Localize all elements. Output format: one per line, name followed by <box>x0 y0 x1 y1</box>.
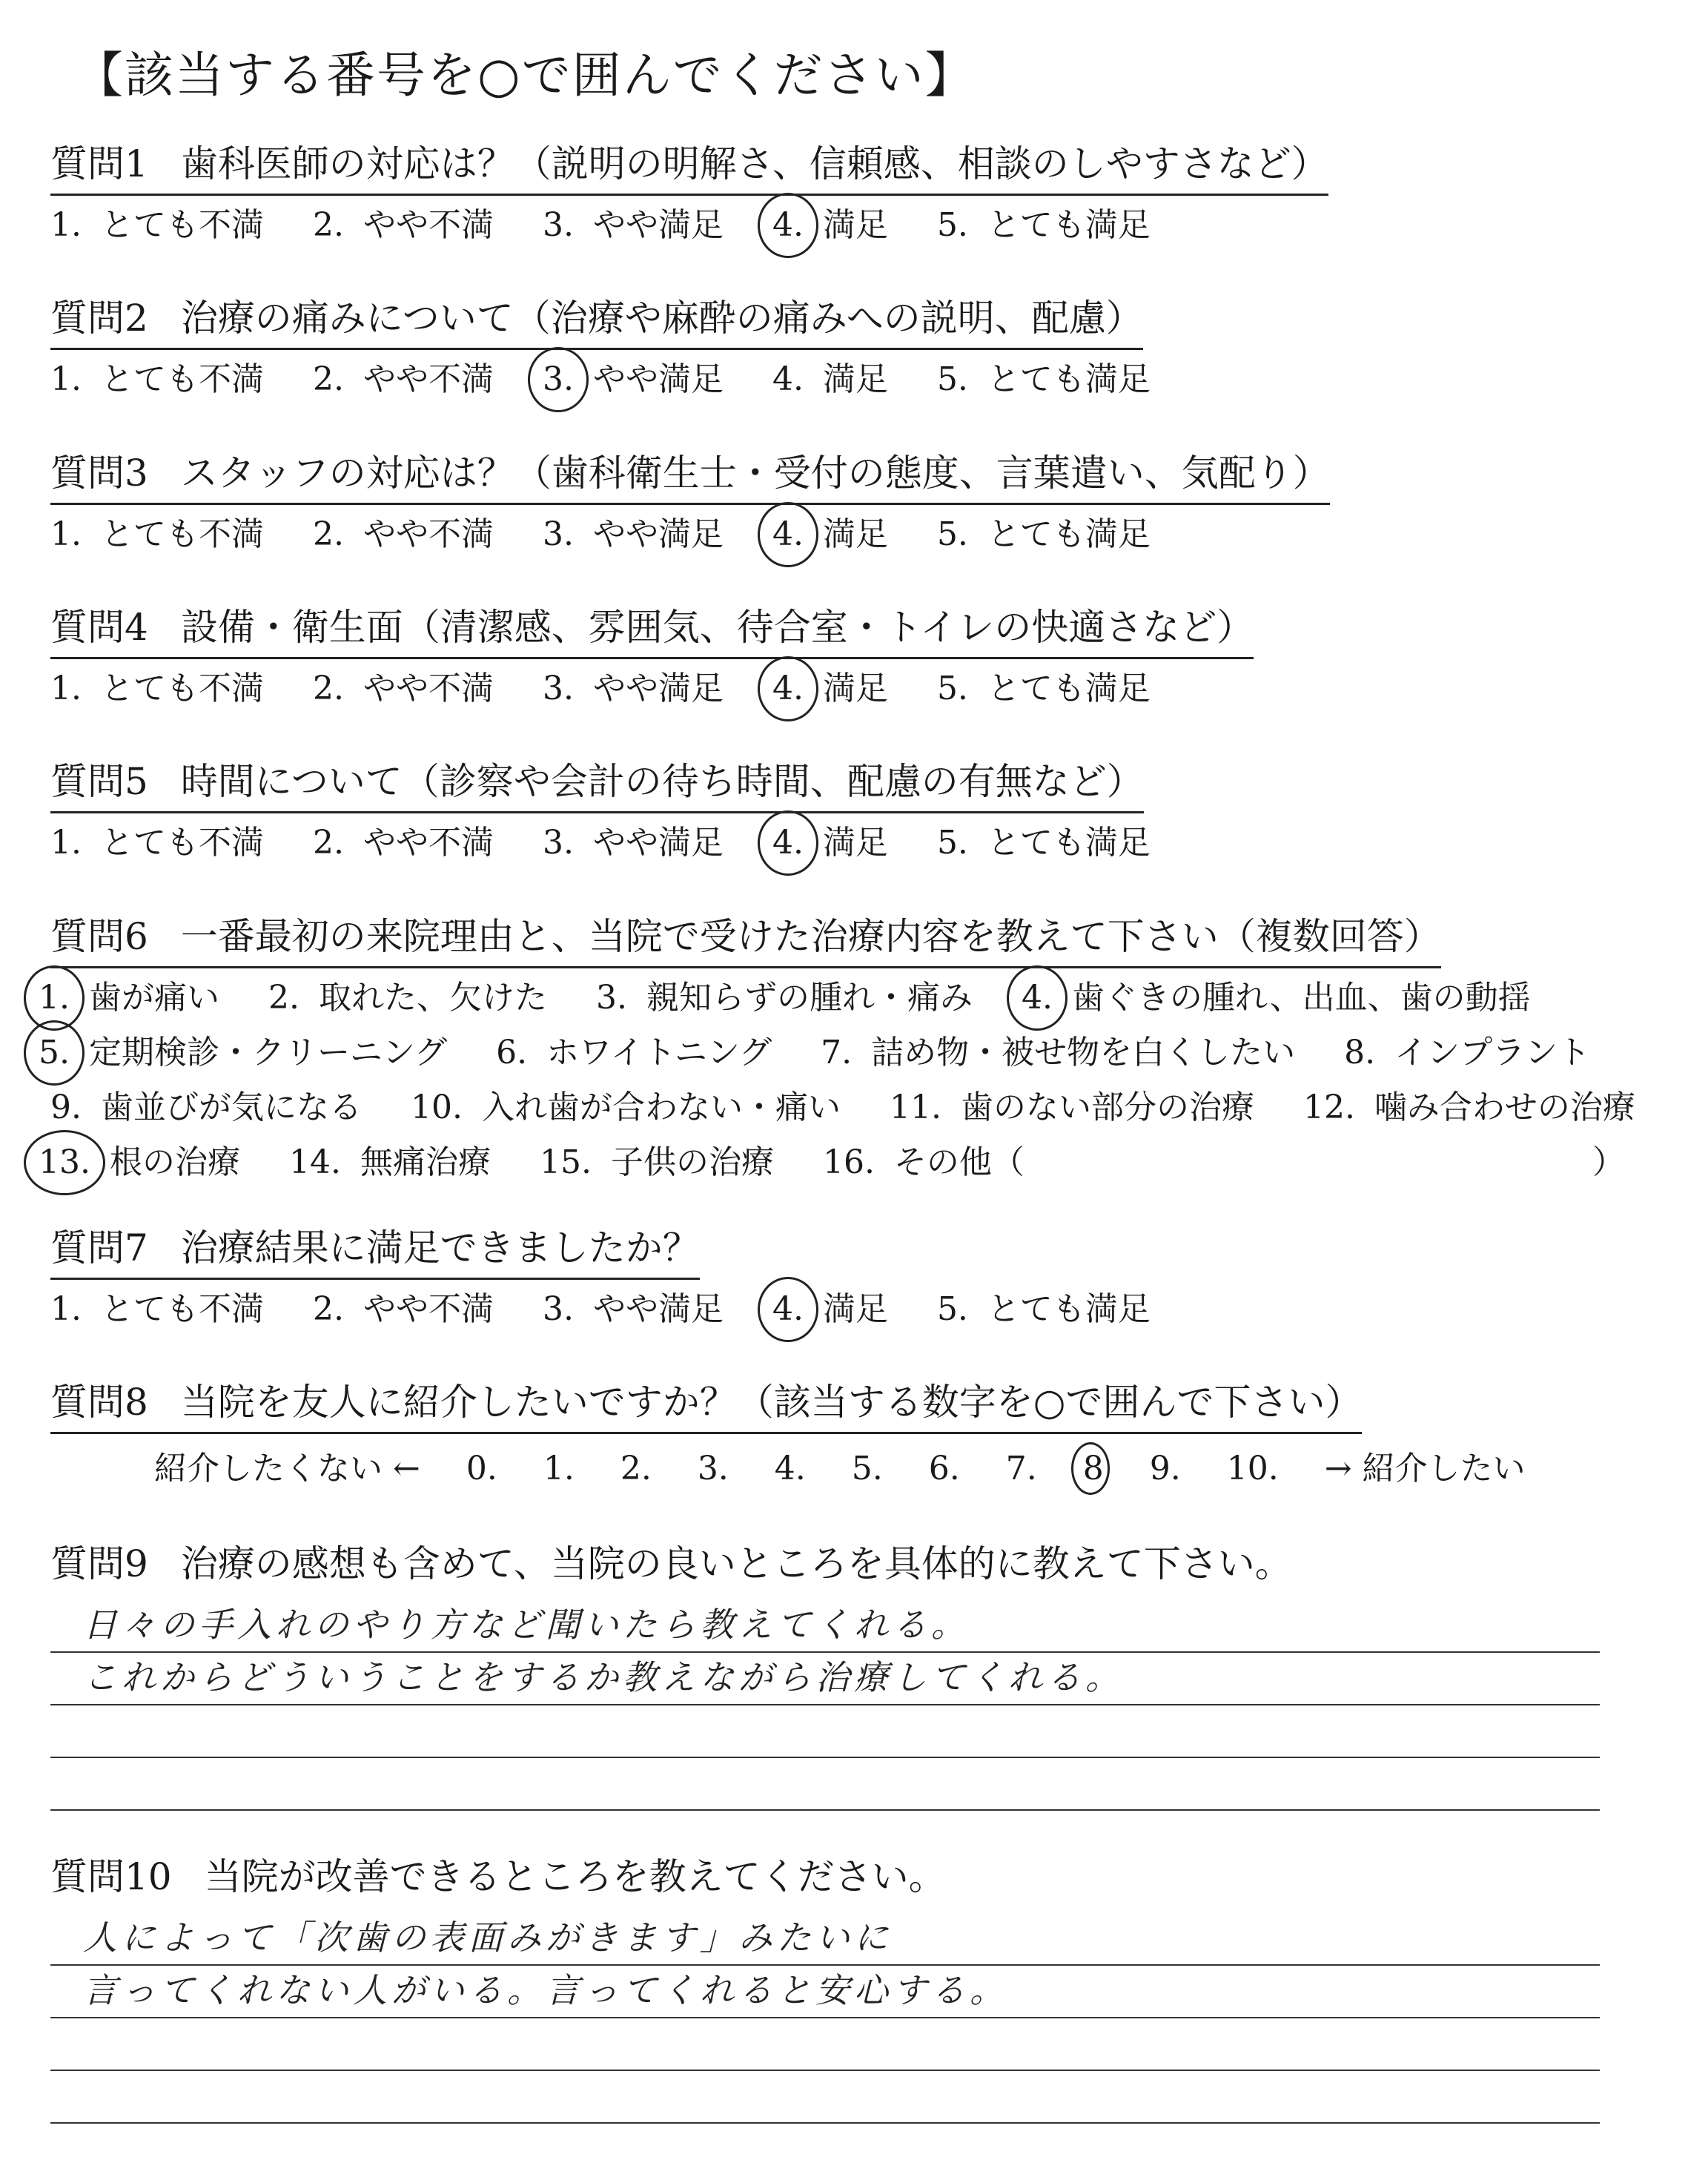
q4-option-1[interactable]: 1. とても不満 <box>50 669 264 707</box>
q10-handwritten-answer-2: 言ってくれない人がいる。言ってくれると安心する。 <box>83 1970 1008 2010</box>
q6-option-9[interactable]: 9. 歯並びが気になる <box>50 1088 362 1126</box>
question-2-options <box>50 354 1189 405</box>
question-6-options-row-2 <box>39 1028 1674 1078</box>
question-8-text: 当院を友人に紹介したいですか？（該当する数字を○で囲んで下さい） <box>180 1381 1363 1424</box>
q6-option-15[interactable]: 15. 子供の治療 <box>539 1143 774 1182</box>
question-10-text: 当院が改善できるところを教えてください。 <box>204 1855 946 1898</box>
q2-option-2[interactable]: 2. やや不満 <box>312 360 494 398</box>
q5-option-3[interactable]: 3. やや満足 <box>542 823 724 862</box>
q8-score-3[interactable]: 3. <box>697 1449 729 1487</box>
question-2-number: 質問2 <box>50 297 148 340</box>
question-9 <box>50 1541 1292 1593</box>
answer-line <box>50 2071 1600 2124</box>
answer-line <box>50 1653 1600 1705</box>
q3-option-1[interactable]: 1. とても不満 <box>50 515 264 553</box>
q5-option-1[interactable]: 1. とても不満 <box>50 823 264 862</box>
q3-option-5[interactable]: 5. とても満足 <box>936 515 1151 553</box>
q6-option-14[interactable]: 14. 無痛治療 <box>288 1143 491 1182</box>
question-1-text: 歯科医師の対応は？（説明の明解さ、信頼感、相談のしやすさなど） <box>180 142 1328 185</box>
question-4-heading <box>50 604 1254 659</box>
q2-option-3-circled[interactable]: 3. やや満足 <box>543 354 724 405</box>
q1-option-4-circled[interactable]: 4. 満足 <box>772 200 888 251</box>
question-6-options-row-3 <box>50 1083 1674 1133</box>
q2-option-1[interactable]: 1. とても不満 <box>50 360 264 398</box>
q1-option-3[interactable]: 3. やや満足 <box>542 205 724 244</box>
q6-option-8[interactable]: 8. インプラント <box>1344 1033 1591 1071</box>
q3-option-2[interactable]: 2. やや不満 <box>312 515 494 553</box>
q6-option-12[interactable]: 12. 噛み合わせの治療 <box>1302 1088 1635 1126</box>
question-4-number: 質問4 <box>50 606 148 649</box>
q8-score-0[interactable]: 0. <box>466 1449 497 1487</box>
q8-score-7[interactable]: 7. <box>1005 1449 1037 1487</box>
q8-score-10[interactable]: 10. <box>1226 1449 1279 1487</box>
question-4-text: 設備・衛生面（清潔感、雰囲気、待合室・トイレの快適さなど） <box>180 606 1254 649</box>
question-2 <box>50 295 1189 405</box>
q8-score-5[interactable]: 5. <box>851 1449 883 1487</box>
q3-option-3[interactable]: 3. やや満足 <box>542 515 724 553</box>
q6-option-7[interactable]: 7. 詰め物・被せ物を白くしたい <box>821 1033 1296 1071</box>
q1-option-2[interactable]: 2. やや不満 <box>312 205 494 244</box>
question-9-number: 質問9 <box>50 1542 148 1585</box>
q6-option-3[interactable]: 3. 親知らずの腫れ・痛み <box>595 978 973 1017</box>
question-9-answer-area[interactable] <box>50 1600 1600 1811</box>
question-6 <box>39 914 1674 1188</box>
question-10-heading <box>50 1854 946 1906</box>
question-3 <box>50 450 1330 560</box>
question-3-heading <box>50 450 1330 505</box>
answer-line <box>50 1600 1600 1653</box>
question-6-number: 質問6 <box>50 915 148 958</box>
q7-option-4-circled[interactable]: 4. 満足 <box>772 1284 888 1335</box>
q4-option-5[interactable]: 5. とても満足 <box>936 669 1151 707</box>
question-7-options <box>50 1284 1189 1335</box>
q6-other-close-paren: ） <box>1592 1143 1625 1182</box>
question-1-heading <box>50 141 1328 196</box>
q6-option-10[interactable]: 10. 入れ歯が合わない・痛い <box>410 1088 841 1126</box>
question-5-options <box>50 818 1189 868</box>
q8-score-4[interactable]: 4. <box>774 1449 806 1487</box>
q8-score-8-circled[interactable]: 8 <box>1082 1449 1104 1487</box>
question-5-number: 質問5 <box>50 760 148 803</box>
question-9-text: 治療の感想も含めて、当院の良いところを具体的に教えて下さい。 <box>180 1542 1292 1585</box>
answer-line <box>50 1913 1600 1966</box>
question-3-options <box>50 509 1330 560</box>
question-8-number: 質問8 <box>50 1381 148 1424</box>
question-6-text: 一番最初の来院理由と、当院で受けた治療内容を教えて下さい（複数回答） <box>180 915 1441 958</box>
q8-score-1[interactable]: 1. <box>543 1449 575 1487</box>
q4-option-3[interactable]: 3. やや満足 <box>542 669 724 707</box>
question-6-options-row-4 <box>39 1137 1625 1188</box>
q4-option-2[interactable]: 2. やや不満 <box>312 669 494 707</box>
q7-option-5[interactable]: 5. とても満足 <box>936 1289 1151 1328</box>
q8-score-9[interactable]: 9. <box>1149 1449 1181 1487</box>
question-5-heading <box>50 759 1144 813</box>
q8-high-label: → 紹介したい <box>1324 1449 1526 1487</box>
question-9-heading <box>50 1541 1292 1593</box>
q2-option-4[interactable]: 4. 満足 <box>772 360 888 398</box>
question-6-options-row-1 <box>39 973 1674 1023</box>
question-7 <box>50 1225 1189 1335</box>
q3-option-4-circled[interactable]: 4. 満足 <box>772 509 888 560</box>
question-1 <box>50 141 1328 251</box>
q1-option-1[interactable]: 1. とても不満 <box>50 205 264 244</box>
question-7-text: 治療結果に満足できましたか？ <box>180 1226 700 1269</box>
question-1-options <box>50 200 1328 251</box>
q6-option-5-circled[interactable]: 5. 定期検診・クリーニング <box>39 1028 447 1078</box>
question-4 <box>50 604 1254 714</box>
question-10-number: 質問10 <box>50 1855 172 1898</box>
q6-option-2[interactable]: 2. 取れた、欠けた <box>268 978 547 1017</box>
question-8 <box>50 1379 1561 1489</box>
question-8-heading <box>50 1379 1362 1434</box>
question-10 <box>50 1854 946 1906</box>
q9-handwritten-answer-1: 日々の手入れのやり方など聞いたら教えてくれる。 <box>83 1605 970 1645</box>
q6-option-1-circled[interactable]: 1. 歯が痛い <box>39 973 219 1023</box>
q8-score-6[interactable]: 6. <box>928 1449 960 1487</box>
q6-option-4-circled[interactable]: 4. 歯ぐきの腫れ、出血、歯の動揺 <box>1022 973 1531 1023</box>
question-7-number: 質問7 <box>50 1226 148 1269</box>
question-2-heading <box>50 295 1143 350</box>
question-3-number: 質問3 <box>50 452 148 495</box>
question-5-text: 時間について（診察や会計の待ち時間、配慮の有無など） <box>180 760 1144 803</box>
q6-option-13-circled[interactable]: 13. 根の治療 <box>39 1137 240 1188</box>
question-3-text: スタッフの対応は？（歯科衛生士・受付の態度、言葉遣い、気配り） <box>180 452 1330 495</box>
question-6-heading <box>50 914 1441 968</box>
q7-option-3[interactable]: 3. やや満足 <box>542 1289 724 1328</box>
answer-line <box>50 1758 1600 1811</box>
question-7-heading <box>50 1225 700 1280</box>
question-10-answer-area[interactable] <box>50 1913 1600 2124</box>
q9-handwritten-answer-2: これからどういうことをするか教えながら治療してくれる。 <box>83 1657 1124 1697</box>
q5-option-2[interactable]: 2. やや不満 <box>312 823 494 862</box>
page-title: 【該当する番号を○で囲んでください】 <box>74 47 976 104</box>
q6-option-16-other[interactable]: 16. その他（ <box>822 1143 1025 1182</box>
q6-option-6[interactable]: 6. ホワイトニング <box>496 1033 772 1071</box>
question-5 <box>50 759 1189 868</box>
question-4-options <box>50 664 1254 714</box>
answer-line <box>50 1705 1600 1758</box>
answer-line <box>50 2018 1600 2071</box>
q7-option-2[interactable]: 2. やや不満 <box>312 1289 494 1328</box>
q4-option-4-circled[interactable]: 4. 満足 <box>772 664 888 714</box>
q5-option-4-circled[interactable]: 4. 満足 <box>772 818 888 868</box>
q6-option-11[interactable]: 11. 歯のない部分の治療 <box>889 1088 1254 1126</box>
q8-low-label: 紹介したくない ← <box>154 1449 420 1487</box>
q8-score-2[interactable]: 2. <box>620 1449 652 1487</box>
q10-handwritten-answer-1: 人によって「次歯の表面みがきます」みたいに <box>83 1918 893 1958</box>
question-8-scale <box>50 1441 1561 1489</box>
q5-option-5[interactable]: 5. とても満足 <box>936 823 1151 862</box>
q7-option-1[interactable]: 1. とても不満 <box>50 1289 264 1328</box>
answer-line <box>50 1966 1600 2018</box>
q2-option-5[interactable]: 5. とても満足 <box>936 360 1151 398</box>
question-1-number: 質問1 <box>50 142 148 185</box>
question-2-text: 治療の痛みについて（治療や麻酔の痛みへの説明、配慮） <box>180 297 1143 340</box>
q1-option-5[interactable]: 5. とても満足 <box>936 205 1151 244</box>
